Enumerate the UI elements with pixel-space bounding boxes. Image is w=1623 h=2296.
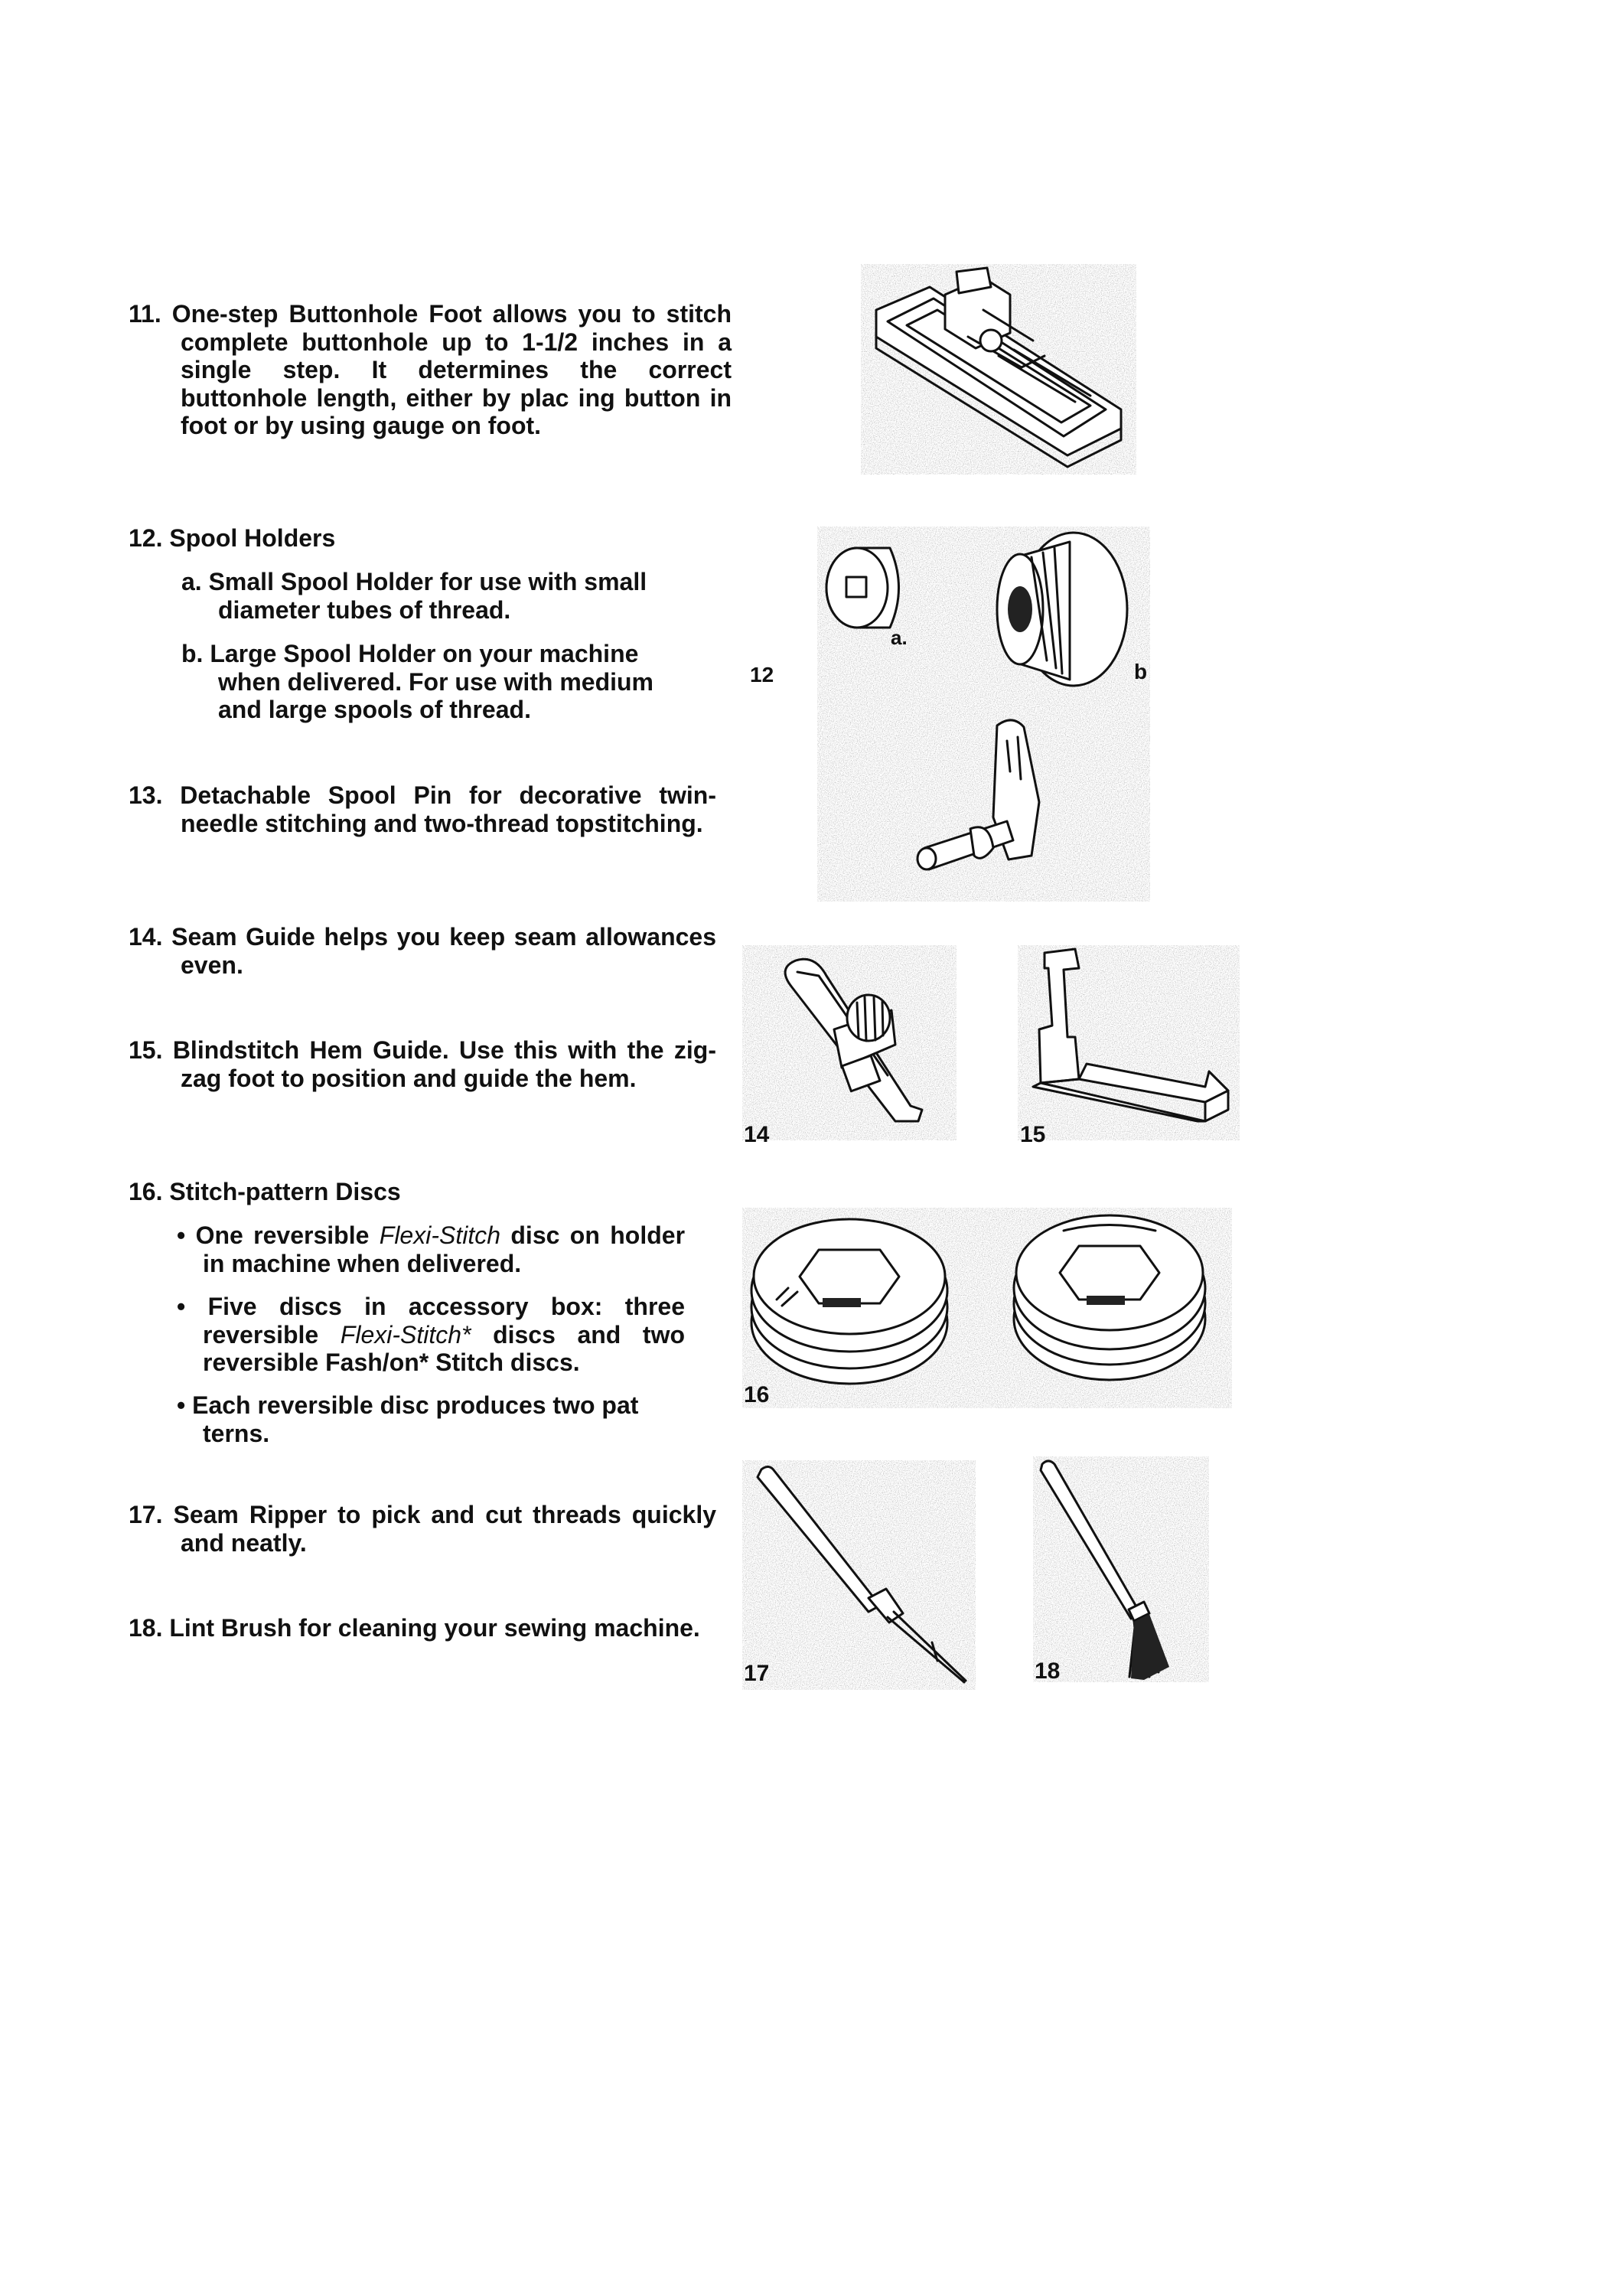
item-14-number: 14. [129, 923, 163, 951]
seam-ripper-illustration [742, 1460, 976, 1690]
figure-15-label: 15 [1020, 1122, 1046, 1147]
bullet-mark: • [177, 1391, 186, 1419]
bullet-3-text: Each reversible disc produces two pat terns. [192, 1391, 639, 1447]
item-12a-mark: a. [181, 568, 202, 595]
item-15 [129, 1036, 716, 1092]
item-16-title: Stitch-pattern Discs [169, 1178, 401, 1205]
item-12b-mark: b. [181, 640, 204, 667]
item-11 [129, 300, 732, 440]
item-11-text: One-step Buttonhole Foot allows you to stitch complete buttonhole up to 1-1/2 inches in a single step. It determines the correct buttonhole length, either by plac ing button in foot or by using gauge on foot. [171, 300, 732, 439]
item-12a-text: Small Spool Holder for use with small diameter tubes of thread. [208, 568, 647, 624]
bullet-mark: • [177, 1293, 186, 1320]
item-14 [129, 923, 716, 979]
figure-14-label: 14 [744, 1122, 770, 1147]
item-12b-text: Large Spool Holder on your machine when delivered. For use with medium and large spools of thread. [210, 640, 653, 723]
item-18-number: 18. [129, 1614, 163, 1642]
item-12-number: 12. [129, 524, 163, 552]
bullet-mark: • [177, 1221, 186, 1249]
item-16-number: 16. [129, 1178, 163, 1205]
item-11-number: 11. [129, 300, 161, 328]
item-12-title: Spool Holders [169, 524, 336, 552]
item-17 [129, 1501, 716, 1557]
item-13-text: Detachable Spool Pin for decorative twin-needle stitching and two-thread topstitching. [180, 781, 717, 837]
stitch-discs-illustration [742, 1208, 1232, 1408]
item-17-text: Seam Ripper to pick and cut threads quickly and neatly. [173, 1501, 717, 1557]
item-14-text: Seam Guide helps you keep seam allowances even. [171, 923, 717, 979]
seam-guide-illustration [742, 945, 957, 1140]
figure-17-label: 17 [744, 1661, 770, 1686]
figure-12b-label: b [1134, 660, 1148, 683]
figure-18-label: 18 [1035, 1658, 1061, 1684]
large-spool-holder-icon [997, 533, 1127, 686]
flexi-stitch-disc-icon [751, 1219, 947, 1384]
item-13 [129, 781, 716, 837]
item-16-heading [129, 1178, 664, 1206]
blindstitch-hem-guide-illustration [1018, 945, 1240, 1140]
flexi-stitch-term: Flexi-Stitch [379, 1221, 501, 1249]
bullet-2-text: Five discs in accessory box: three reversible [203, 1293, 686, 1349]
item-16-bullet-3 [177, 1391, 685, 1447]
bullet-2-text-end: discs and two reversible Fash/on* Stitch discs. [203, 1320, 686, 1376]
bullet-1-text: One reversible [195, 1221, 380, 1249]
item-15-number: 15. [129, 1036, 163, 1064]
bullet-1-text-end: disc on holder in machine when delivered. [203, 1221, 686, 1277]
item-18 [129, 1614, 716, 1642]
item-18-text: Lint Brush for cleaning your sewing machine. [169, 1614, 700, 1642]
item-12b [181, 640, 700, 724]
lint-brush-illustration [1033, 1456, 1209, 1682]
figure-12a-label: a. [891, 626, 908, 649]
item-17-number: 17. [129, 1501, 163, 1528]
flexi-stitch-term: Flexi-Stitch* [340, 1320, 471, 1349]
small-spool-holder-icon [826, 548, 899, 628]
item-16-bullet-2 [177, 1293, 686, 1377]
item-12-heading [129, 524, 680, 553]
item-13-number: 13. [129, 781, 163, 809]
fashion-stitch-disc-icon [1014, 1215, 1205, 1380]
item-15-text: Blindstitch Hem Guide. Use this with the zig-zag foot to position and guide the hem. [172, 1036, 717, 1092]
buttonhole-foot-illustration [861, 264, 1136, 475]
spool-holders-illustration [817, 527, 1150, 902]
item-16-bullet-1 [177, 1221, 686, 1277]
item-12a [181, 568, 700, 624]
figure-16-label: 16 [744, 1382, 770, 1407]
figure-12-label: 12 [750, 663, 774, 687]
